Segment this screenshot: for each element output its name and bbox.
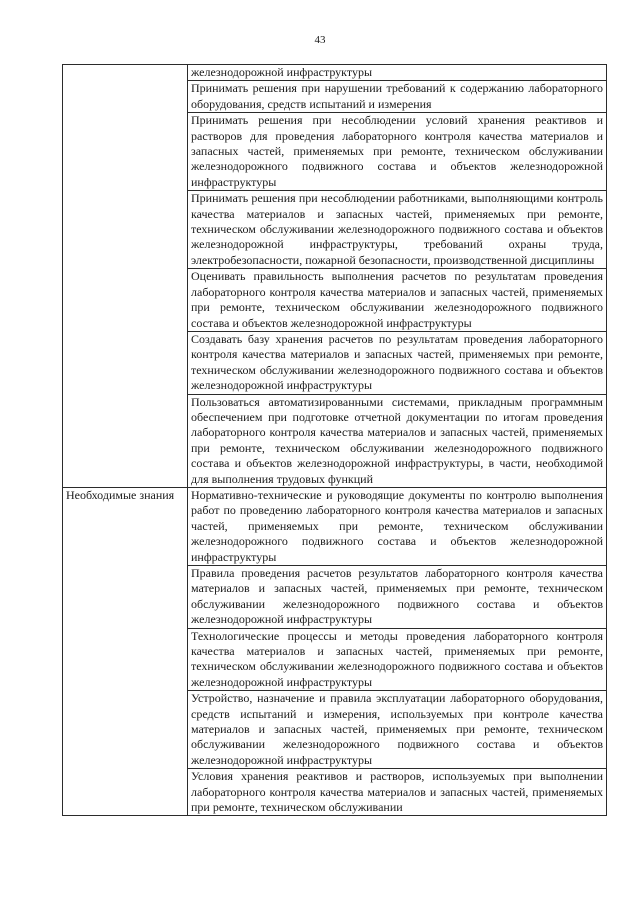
knowledge-item: Нормативно-технические и руководящие документы по контролю выполнения работ по проведению лабораторного контроля качества материалов и запасных частей, применяемых при ремонте, техническом обслуживании железнодорожного подвижного состава и объектов железнодорожной инфраструктуры [188,487,607,565]
page-number: 43 [314,34,326,46]
knowledge-item-cut [188,769,607,816]
skill-item: Принимать решения при несоблюдении условий хранения реактивов и растворов для проведения лабораторного контроля качества материалов и запасных частей, применяемых при ремонте, техническом обслуживании железнодорожного подвижного состава и объектов железнодорожной инфраструктуры [188,113,607,191]
skill-item: Принимать решения при несоблюдении работниками, выполняющими контроль качества материалов и запасных частей, применяемых при ремонте, техническом обслуживании железнодорожного подвижного состава и объектов железнодорожной инфраструктуры, требований охраны труда, электробезопасности, пожарной безопасности, производственной дисциплины [188,191,607,269]
knowledge-label: Необходимые знания [63,487,188,815]
knowledge-item: Устройство, назначение и правила эксплуатации лабораторного оборудования, средств испытаний и измерения, используемых при контроле качества материалов и запасных частей, применяемых при ремонте, техническом обслуживании железнодорожного подвижного состава и объектов железнодорожной инфраструктуры [188,691,607,769]
knowledge-item: Правила проведения расчетов результатов лабораторного контроля качества материалов и запасных частей, применяемых при ремонте, техническом обслуживании железнодорожного подвижного состава и объектов железнодорожной инфраструктуры [188,566,607,629]
knowledge-item-text: Условия хранения реактивов и растворов, используемых при выполнении лабораторного контроля качества материалов и запасных частей, применяемых при ремонте, техническом обслуживании [191,769,603,815]
skill-item: Оценивать правильность выполнения расчетов по результатам проведения лабораторного контроля качества материалов и запасных частей, применяемых при ремонте, техническом обслуживании железнодорожного подвижного состава и объектов железнодорожной инфраструктуры [188,269,607,332]
skill-item: Пользоваться автоматизированными системами, прикладным программным обеспечением при подготовке отчетной документации по итогам проведения лабораторного контроля качества материалов и запасных частей, применяемых при ремонте, техническом обслуживании железнодорожного подвижного состава и объектов железнодорожной инфраструктуры, в части, необходимой для выполнения трудовых функций [188,394,607,487]
skill-item: железнодорожной инфраструктуры [188,65,607,81]
skill-item: Принимать решения при нарушении требований к содержанию лабораторного оборудования, средств испытаний и измерения [188,81,607,113]
competency-table [62,64,607,816]
skill-item: Создавать базу хранения расчетов по результатам проведения лабораторного контроля качества материалов и запасных частей, применяемых при ремонте, техническом обслуживании железнодорожного подвижного состава и объектов железнодорожной инфраструктуры [188,331,607,394]
table-row [63,487,607,565]
table-row [63,65,607,81]
skills-label-cell [63,65,188,488]
knowledge-item: Технологические процессы и методы проведения лабораторного контроля качества материалов и запасных частей, применяемых при ремонте, техническом обслуживании железнодорожного подвижного состава и объектов железнодорожной инфраструктуры [188,628,607,691]
